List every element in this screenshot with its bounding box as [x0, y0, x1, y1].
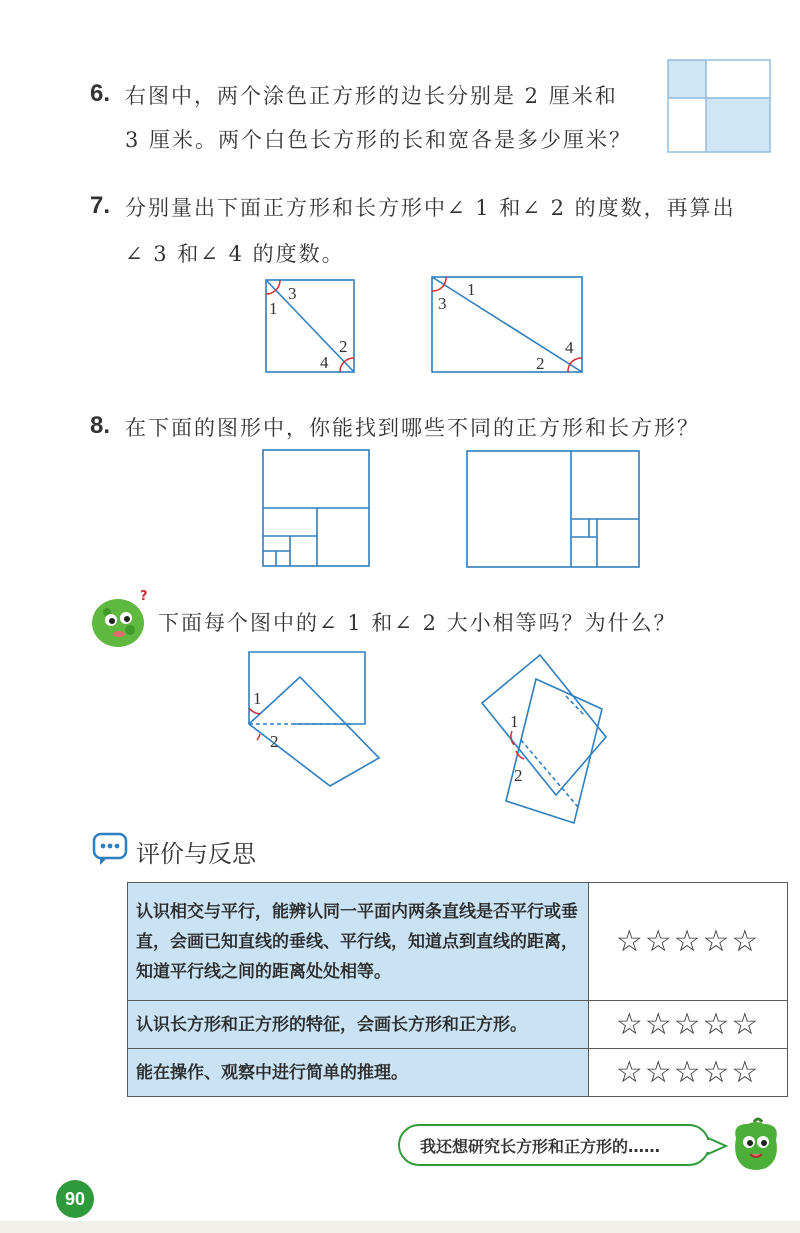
angle-label-4: 4	[320, 353, 329, 372]
angle-label-2: 2	[270, 732, 279, 751]
angle-label-1: 1	[269, 299, 278, 318]
square-angle-figure	[266, 280, 356, 375]
table-row	[128, 883, 788, 1001]
page-number: 90	[56, 1180, 94, 1218]
angle-label-3: 3	[438, 294, 447, 313]
question-6-figure	[668, 60, 772, 154]
evaluation-title: 评价与反思	[136, 840, 256, 868]
mascot-thinking-icon	[90, 590, 150, 648]
speech-bubble: 我还想研究长方形和正方形的……	[398, 1124, 710, 1166]
angle-label-2: 2	[514, 766, 523, 785]
question-7-number: 7.	[90, 192, 111, 219]
angle-label-1: 1	[467, 280, 476, 299]
evaluation-table	[127, 882, 788, 1097]
angle-label-2: 2	[339, 337, 348, 356]
pepper-mascot-icon	[728, 1116, 784, 1172]
table-row	[128, 1049, 788, 1097]
rating-stars[interactable]: ☆☆☆☆☆	[589, 883, 788, 1001]
evaluation-row-text: 认识长方形和正方形的特征，会画长方形和正方形。	[128, 1001, 589, 1049]
angle-label-1: 1	[510, 712, 519, 731]
chat-bubble-icon	[92, 832, 130, 866]
evaluation-row-text: 能在操作、观察中进行简单的推理。	[128, 1049, 589, 1097]
think-question-text: 下面每个图中的∠ 1 和∠ 2 大小相等吗？为什么？	[158, 611, 677, 635]
evaluation-row-text: 认识相交与平行，能辨认同一平面内两条直线是否平行或垂直，会画已知直线的垂线、平行线，知道点到直线的距离，知道平行线之间的距离处处相等。	[128, 883, 589, 1001]
page-bottom-edge	[0, 1221, 800, 1233]
question-6-line-1: 右图中，两个涂色正方形的边长分别是 2 厘米和	[125, 84, 618, 108]
overlap-rectangles-figure-left	[245, 652, 385, 792]
overlap-rectangles-figure-right	[478, 655, 613, 825]
question-7-line-1: 分别量出下面正方形和长方形中∠ 1 和∠ 2 的度数，再算出	[125, 196, 736, 220]
table-row	[128, 1001, 788, 1049]
bubble-tail	[708, 1137, 728, 1155]
angle-label-4: 4	[565, 338, 574, 357]
svg-text:?: ?	[140, 589, 148, 604]
rectangle-angle-figure	[432, 277, 584, 374]
squares-figure-right	[467, 451, 642, 569]
angle-label-1: 1	[253, 689, 262, 708]
question-7-line-2: ∠ 3 和∠ 4 的度数。	[125, 242, 345, 266]
angle-label-3: 3	[288, 284, 297, 303]
rating-stars[interactable]: ☆☆☆☆☆	[589, 1001, 788, 1049]
squares-figure-left	[263, 450, 371, 568]
rating-stars[interactable]: ☆☆☆☆☆	[589, 1049, 788, 1097]
question-6-number: 6.	[90, 80, 111, 107]
question-8-line-1: 在下面的图形中，你能找到哪些不同的正方形和长方形？	[125, 416, 700, 440]
question-6-line-2: 3 厘米。两个白色长方形的长和宽各是多少厘米？	[125, 128, 633, 152]
angle-label-2: 2	[536, 354, 545, 373]
question-8-number: 8.	[90, 412, 111, 439]
